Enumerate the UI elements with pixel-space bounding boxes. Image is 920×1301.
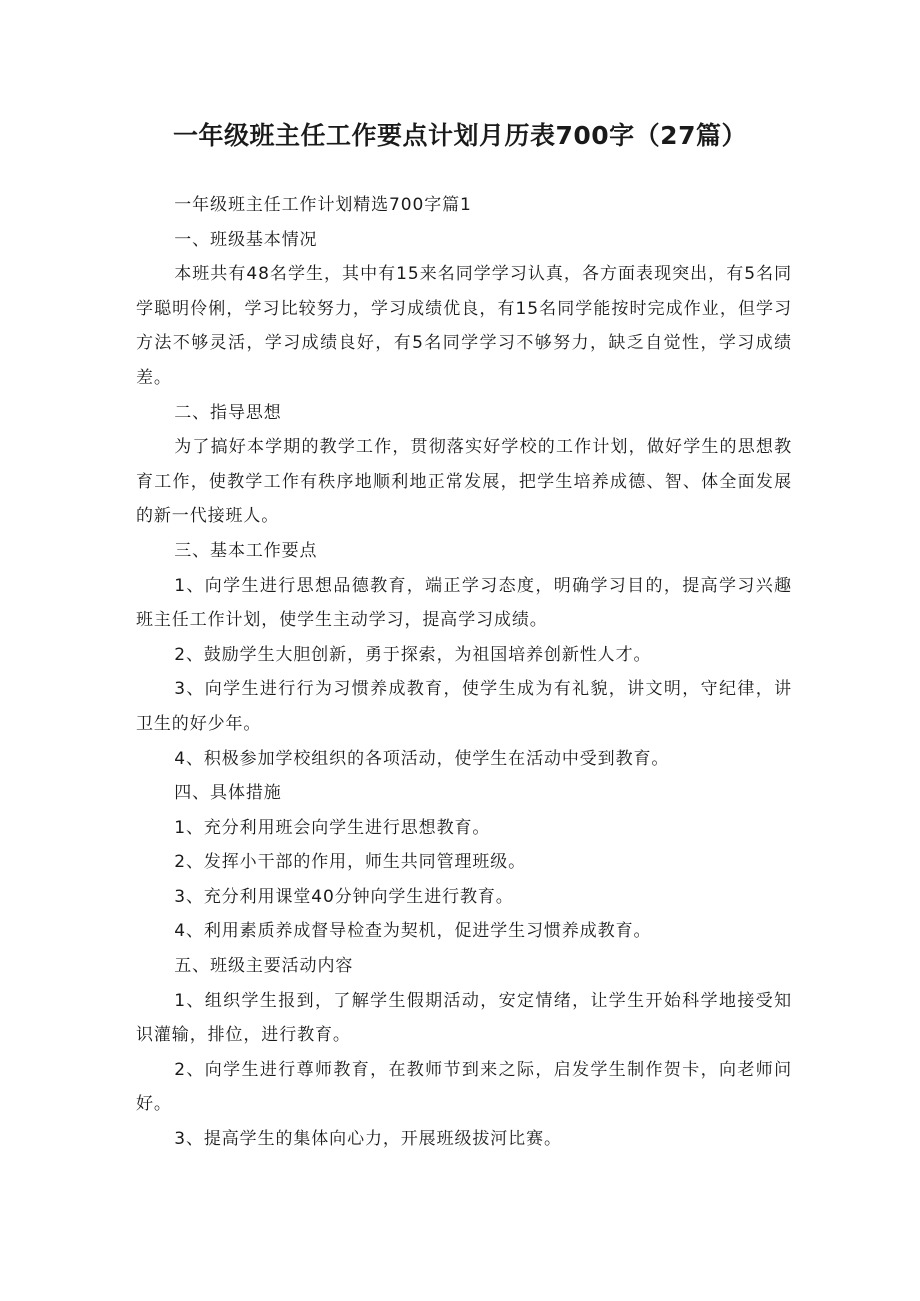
body-paragraph: 本班共有48名学生，其中有15来名同学学习认真，各方面表现突出，有5名同学聪明伶俐，学习比较努力，学习成绩优良，有15名同学能按时完成作业，但学习方法不够灵活，学习成绩良好，有5名同学学习不够努力，缺乏自觉性，学习成绩差。	[136, 264, 792, 388]
list-item: 3、充分利用课堂40分钟向学生进行教育。	[174, 886, 514, 907]
list-item: 4、积极参加学校组织的各项活动，使学生在活动中受到教育。	[174, 748, 670, 769]
list-item: 1、向学生进行思想品德教育，端正学习态度，明确学习目的，提高学习兴趣班主任工作计划，使学生主动学习，提高学习成绩。	[136, 575, 792, 631]
body-paragraph: 为了搞好本学期的教学工作，贯彻落实好学校的工作计划，做好学生的思想教育工作，使教学工作有秩序地顺利地正常发展，把学生培养成德、智、体全面发展的新一代接班人。	[136, 437, 792, 527]
list-item: 1、充分利用班会向学生进行思想教育。	[174, 817, 491, 838]
list-item: 4、利用素质养成督导检查为契机，促进学生习惯养成教育。	[174, 921, 652, 942]
list-item: 3、提高学生的集体向心力，开展班级拔河比赛。	[174, 1129, 562, 1150]
section-heading: 四、具体措施	[174, 783, 282, 804]
section-heading: 一、班级基本情况	[174, 229, 318, 250]
document-title: 一年级班主任工作要点计划月历表700字（27篇）	[173, 121, 747, 150]
section-heading: 二、指导思想	[174, 402, 282, 423]
section-subtitle: 一年级班主任工作计划精选700字篇1	[174, 195, 472, 215]
list-item: 2、发挥小干部的作用，师生共同管理班级。	[174, 852, 527, 873]
list-item: 1、组织学生报到，了解学生假期活动，安定情绪，让学生开始科学地接受知识灌输，排位，进行教育。	[136, 990, 792, 1046]
list-item: 2、向学生进行尊师教育，在教师节到来之际，启发学生制作贺卡，向老师问好。	[136, 1059, 792, 1115]
list-item: 2、鼓励学生大胆创新，勇于探索，为祖国培养创新性人才。	[174, 644, 652, 665]
section-heading: 三、基本工作要点	[174, 540, 318, 561]
section-heading: 五、班级主要活动内容	[174, 956, 354, 977]
document-body	[136, 188, 792, 1157]
list-item: 3、向学生进行行为习惯养成教育，使学生成为有礼貌，讲文明，守纪律，讲卫生的好少年。	[136, 679, 792, 734]
